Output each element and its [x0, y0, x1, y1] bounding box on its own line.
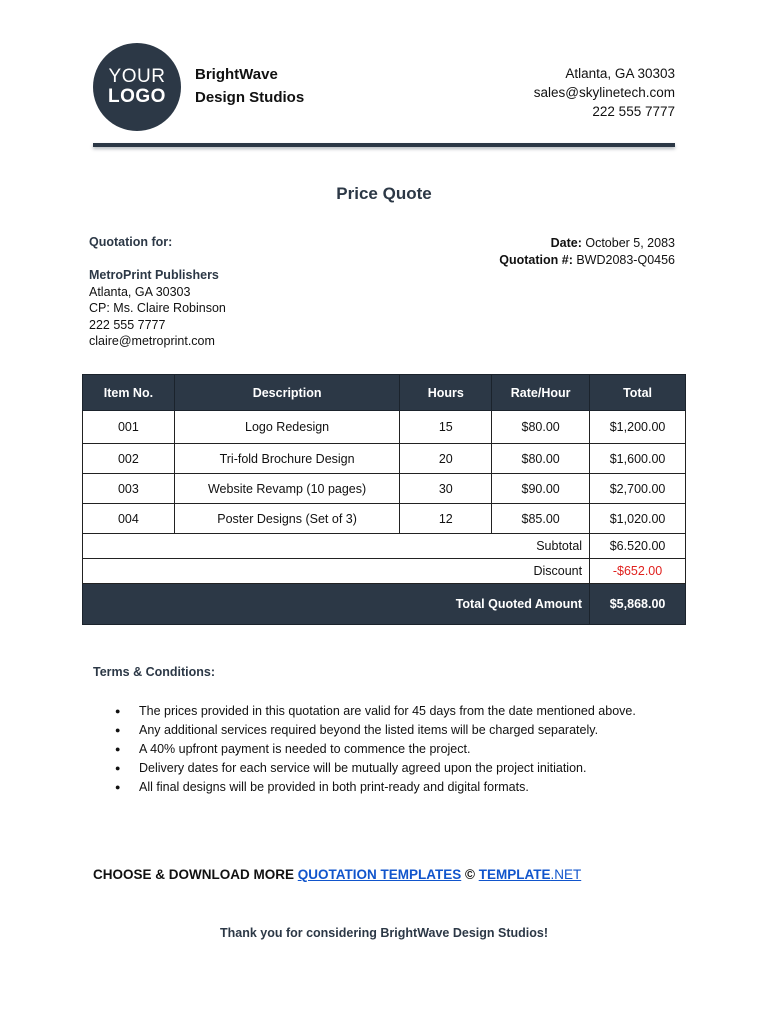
- cell-item-no: 004: [83, 504, 175, 534]
- cell-hours: 20: [400, 444, 492, 474]
- quotation-for-label: Quotation for:: [89, 235, 173, 249]
- cell-hours: 30: [400, 474, 492, 504]
- header-divider: [93, 143, 675, 147]
- table-row: [83, 411, 686, 444]
- cell-description: Logo Redesign: [174, 411, 400, 444]
- quote-number-line: [499, 252, 675, 269]
- client-name: MetroPrint Publishers: [89, 268, 219, 282]
- cell-hours: 12: [400, 504, 492, 534]
- header-total: Total: [590, 375, 686, 411]
- download-prefix: CHOOSE & DOWNLOAD MORE: [93, 867, 298, 882]
- logo-line-2: LOGO: [108, 86, 166, 107]
- company-name-line-1: BrightWave: [195, 66, 278, 83]
- logo-line-1: YOUR: [108, 66, 166, 88]
- subtotal-row: [83, 534, 686, 559]
- company-address: Atlanta, GA 30303: [565, 66, 675, 81]
- client-info: [89, 267, 226, 350]
- date-label: Date:: [550, 236, 582, 250]
- total-value: $5,868.00: [590, 584, 686, 625]
- client-phone: 222 555 7777: [89, 317, 166, 332]
- terms-item: ● A 40% upfront payment is needed to commence the project.: [93, 740, 636, 759]
- cell-item-no: 002: [83, 444, 175, 474]
- download-promo: [93, 867, 581, 882]
- template-net-link-tld: .NET: [550, 867, 582, 882]
- cell-description: Poster Designs (Set of 3): [174, 504, 400, 534]
- cell-total: $1,020.00: [590, 504, 686, 534]
- cell-total: $1,600.00: [590, 444, 686, 474]
- client-address: Atlanta, GA 30303: [89, 284, 191, 299]
- company-contact: [534, 64, 675, 121]
- terms-heading: Terms & Conditions:: [93, 665, 215, 679]
- terms-item: ● The prices provided in this quotation are valid for 45 days from the date mentioned above.: [93, 702, 636, 721]
- company-name-line-2: Design Studios: [195, 89, 305, 106]
- cell-rate: $80.00: [492, 411, 590, 444]
- date-value: October 5, 2083: [581, 236, 675, 250]
- quote-meta: [499, 235, 675, 268]
- header-description: Description: [174, 375, 400, 411]
- thank-you-note: Thank you for considering BrightWave Design Studios!: [219, 926, 549, 940]
- header-hours: Hours: [400, 375, 492, 411]
- company-phone: 222 555 7777: [592, 104, 675, 119]
- cell-description: Website Revamp (10 pages): [174, 474, 400, 504]
- terms-list: [93, 702, 636, 797]
- table-row: [83, 504, 686, 534]
- table-row: [83, 444, 686, 474]
- header-rate: Rate/Hour: [492, 375, 590, 411]
- subtotal-value: $6.520.00: [590, 534, 686, 559]
- table-header-row: [83, 375, 686, 411]
- copyright-symbol: ©: [461, 867, 479, 882]
- terms-item: ● All final designs will be provided in both print-ready and digital formats.: [93, 778, 636, 797]
- cell-rate: $80.00: [492, 444, 590, 474]
- quotation-templates-link[interactable]: QUOTATION TEMPLATES: [297, 867, 462, 882]
- cell-hours: 15: [400, 411, 492, 444]
- company-logo: [93, 43, 181, 131]
- table-row: [83, 474, 686, 504]
- template-net-link[interactable]: [479, 867, 582, 882]
- cell-item-no: 001: [83, 411, 175, 444]
- total-label: Total Quoted Amount: [83, 584, 590, 625]
- header-item-no: Item No.: [83, 375, 175, 411]
- discount-value: -$652.00: [590, 559, 686, 584]
- cell-total: $1,200.00: [590, 411, 686, 444]
- discount-label: Discount: [83, 559, 590, 584]
- cell-item-no: 003: [83, 474, 175, 504]
- cell-description: Tri-fold Brochure Design: [174, 444, 400, 474]
- date-line: [499, 235, 675, 252]
- template-net-link-name: TEMPLATE: [478, 867, 551, 882]
- company-email: sales@skylinetech.com: [533, 85, 675, 100]
- subtotal-label: Subtotal: [83, 534, 590, 559]
- cell-rate: $85.00: [492, 504, 590, 534]
- discount-row: [83, 559, 686, 584]
- quote-number-value: BWD2083-Q0456: [572, 252, 675, 267]
- page-title: Price Quote: [336, 184, 432, 203]
- terms-item: ● Any additional services required beyond the listed items will be charged separately.: [93, 721, 636, 740]
- quote-items-table: [82, 374, 686, 625]
- company-name: [195, 63, 304, 109]
- cell-total: $2,700.00: [590, 474, 686, 504]
- quote-number-label: Quotation #:: [499, 252, 573, 267]
- cell-rate: $90.00: [492, 474, 590, 504]
- total-row: [83, 584, 686, 625]
- client-contact-person: CP: Ms. Claire Robinson: [89, 301, 226, 315]
- terms-item: ● Delivery dates for each service will be mutually agreed upon the project initiation.: [93, 759, 636, 778]
- client-email: claire@metroprint.com: [89, 334, 215, 348]
